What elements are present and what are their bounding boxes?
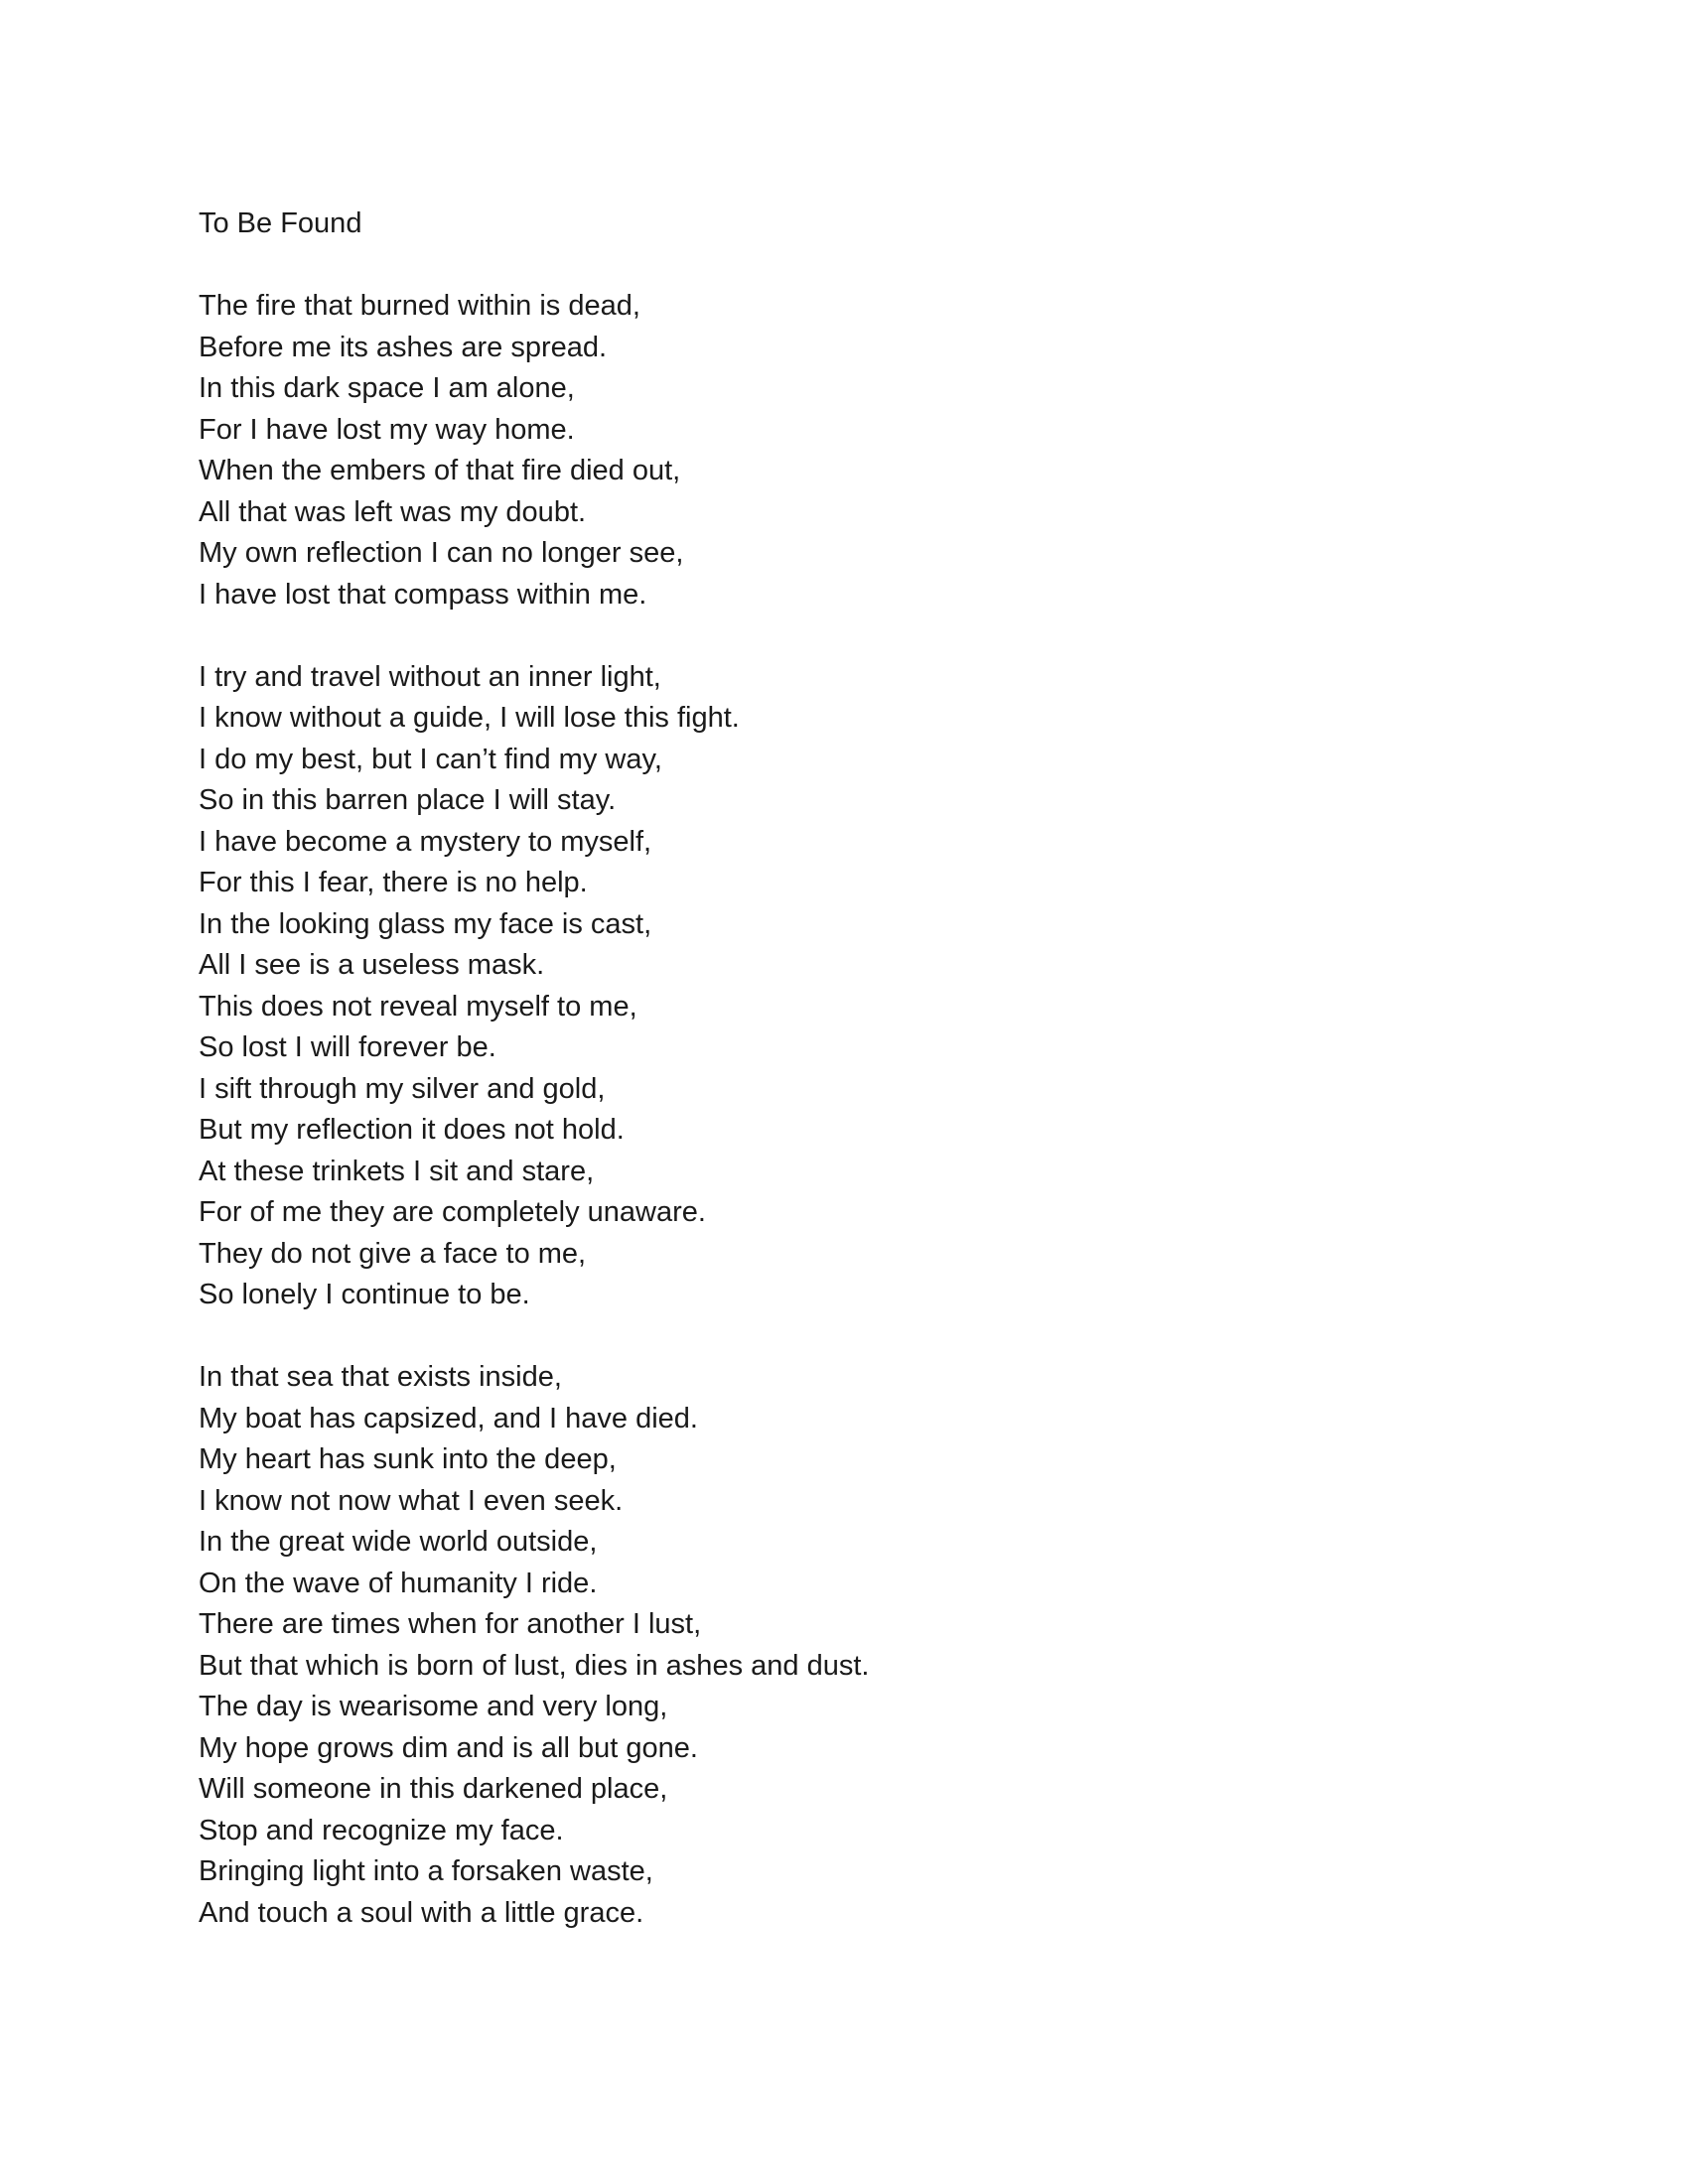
- poem-line: So lonely I continue to be.: [199, 1279, 530, 1310]
- poem-line: I sift through my silver and gold,: [199, 1072, 606, 1105]
- stanza: [199, 1357, 1489, 1934]
- poem-line: My boat has capsized, and I have died.: [199, 1402, 698, 1434]
- poem-line: When the embers of that fire died out,: [199, 455, 681, 486]
- poem-line: Stop and recognize my face.: [199, 1814, 564, 1846]
- poem-line: The day is wearisome and very long,: [199, 1691, 668, 1722]
- poem-line: The fire that burned within is dead,: [199, 290, 640, 322]
- poem-line: Bringing light into a forsaken waste,: [199, 1855, 653, 1887]
- poem-line: They do not give a face to me,: [199, 1237, 587, 1270]
- poem: [199, 204, 1489, 1934]
- poem-line: In that sea that exists inside,: [199, 1361, 562, 1393]
- poem-line: I try and travel without an inner light,: [199, 660, 661, 693]
- poem-line: For I have lost my way home.: [199, 413, 575, 446]
- poem-line: I have lost that compass within me.: [199, 578, 647, 611]
- poem-line: And touch a soul with a little grace.: [199, 1896, 644, 1929]
- poem-line: This does not reveal myself to me,: [199, 990, 637, 1023]
- poem-body: [199, 286, 1489, 1934]
- stanza: [199, 657, 1489, 1316]
- poem-line: In the great wide world outside,: [199, 1526, 598, 1558]
- poem-line: In the looking glass my face is cast,: [199, 907, 652, 940]
- poem-line: At these trinkets I sit and stare,: [199, 1155, 595, 1187]
- poem-line: So lost I will forever be.: [199, 1031, 496, 1063]
- poem-line: For of me they are completely unaware.: [199, 1196, 706, 1228]
- poem-line: All that was left was my doubt.: [199, 495, 587, 528]
- poem-line: There are times when for another I lust,: [199, 1608, 702, 1640]
- poem-line: On the wave of humanity I ride.: [199, 1567, 598, 1599]
- poem-line: My own reflection I can no longer see,: [199, 537, 684, 569]
- poem-line: But my reflection it does not hold.: [199, 1114, 625, 1146]
- poem-line: I know without a guide, I will lose this fight.: [199, 702, 740, 734]
- poem-line: I have become a mystery to myself,: [199, 825, 652, 858]
- stanza: [199, 286, 1489, 615]
- poem-line: So in this barren place I will stay.: [199, 784, 617, 816]
- poem-line: Before me its ashes are spread.: [199, 331, 608, 363]
- poem-line: For this I fear, there is no help.: [199, 867, 588, 898]
- poem-line: I know not now what I even seek.: [199, 1484, 624, 1517]
- poem-title: To Be Found: [199, 207, 362, 239]
- poem-line: Will someone in this darkened place,: [199, 1773, 668, 1805]
- poem-line: In this dark space I am alone,: [199, 372, 575, 404]
- poem-line: But that which is born of lust, dies in ashes and dust.: [199, 1649, 870, 1682]
- poem-line: All I see is a useless mask.: [199, 949, 545, 981]
- poem-line: I do my best, but I can’t find my way,: [199, 743, 662, 775]
- poem-line: My heart has sunk into the deep,: [199, 1443, 617, 1475]
- poem-line: My hope grows dim and is all but gone.: [199, 1731, 698, 1764]
